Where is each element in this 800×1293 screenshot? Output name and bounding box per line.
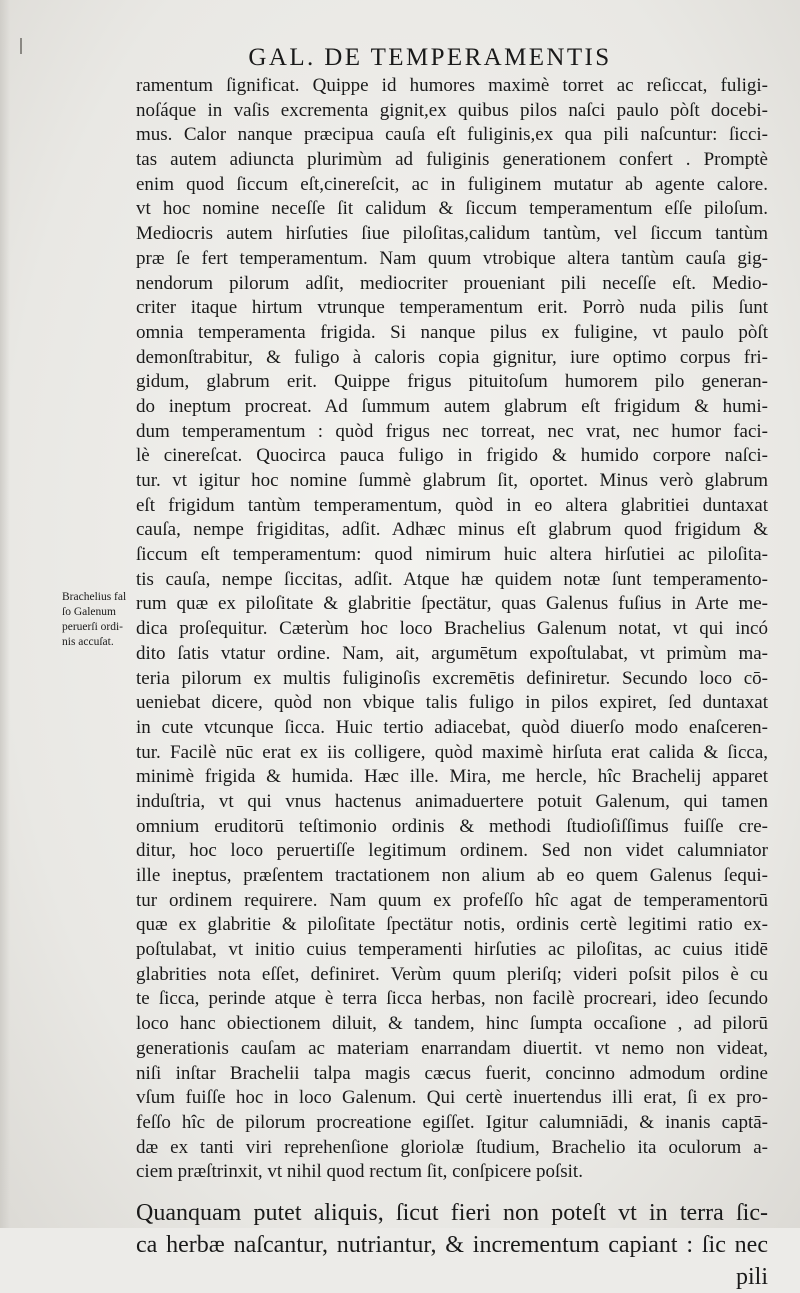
text-line: omnia temperamenta frigida. Si nanque pilus ex fuligine, vt paulo pòſt (136, 321, 768, 343)
text-line: cauſa, nempe frigiditas, adſit. Adhæc minus eſt glabrum quod frigidum & (136, 519, 768, 541)
text-line-large: ca herbæ naſcantur, nutriantur, & incrementum capiant : ſic nec (136, 1231, 768, 1258)
text-line: tis cauſa, nempe ſiccitas, adſit. Atque hæ quidem notæ ſunt temperamento- (136, 568, 768, 590)
catchword: pili (735, 1263, 768, 1290)
margin-note-line: ſo Galenum (62, 606, 116, 618)
text-line: ueniebat dicere, quòd non vbique talis fuligo in pilos expiret, ſed duntaxat (136, 692, 768, 714)
text-line: gidum, glabrum erit. Quippe frigus pituitoſum humorem pilo generan- (136, 371, 768, 393)
text-line: poſtulabat, vt initio cuius temperamenti hirſuties ac piloſitas, ac cuius itidē (136, 939, 768, 961)
text-line: ſiccum eſt temperamentum: quod nimirum huic altera hirſutiei ac piloſita- (136, 544, 768, 566)
text-line: noſáque in vaſis excrementa gignit,ex quibus pilos naſci paulo pòſt docebi- (136, 99, 768, 121)
text-line: præ ſe fert temperamentum. Nam quum vtrobique altera tantùm cauſa gig- (136, 247, 768, 269)
text-line: dæ ex tanti viri reprehenſione gloriolæ ſtudium, Brachelio ita oculorum a- (136, 1136, 768, 1158)
text-line: generationis cauſam ac materiam enarrandam diuertit. vt nemo non videat, (136, 1037, 768, 1059)
margin-note-line: Brachelius fal (62, 591, 127, 603)
page-shadow-edge (0, 0, 10, 1228)
body-text (136, 74, 768, 1293)
text-line: demonſtrabitur, & fuligo à caloris copia gignitur, iure optimo corpus fri- (136, 346, 768, 368)
text-line: mus. Calor nanque præcipua cauſa eſt fuliginis,ex qua pili naſcuntur: ſicci- (136, 124, 768, 146)
text-line: tur. Facilè nūc erat ex iis colligere, quòd maximè hirſuta erat calida & ſicca, (136, 741, 768, 763)
text-line: Mediocris autem hirſuties ſiue piloſitas,calidum tantùm, vel ſiccum tantùm (136, 223, 768, 245)
text-line: glabrities nota eſſet, definiret. Verùm quum pleriſq; videri poſsit pilos è cu (136, 963, 768, 985)
text-line: eſt frigidum tantùm temperamentum, quòd in eo altera glabritiei duntaxat (136, 494, 768, 516)
text-line: minimè frigida & humida. Hæc ille. Mira, me hercle, hîc Brachelij apparet (136, 766, 768, 788)
text-line: induſtria, vt qui vnus hactenus animaduertere potuit Galenum, qui tamen (136, 790, 768, 812)
text-line: nendorum pilorum adſit, mediocriter proueniant pili neceſſe eſt. Medio- (136, 272, 768, 294)
text-line: ciem præſtrinxit, vt nihil quod rectum ſit, conſpicere poſsit. (136, 1161, 583, 1183)
text-line: ramentum ſignificat. Quippe id humores maximè torret ac reſiccat, fuligi- (136, 75, 768, 96)
text-line-large: Quanquam putet aliquis, ſicut fieri non poteſt vt in terra ſic- (136, 1199, 768, 1226)
text-line: quæ ex glabritie & piloſitate ſpectätur notis, ordinis certè legitimi ratio ex- (136, 914, 768, 936)
text-line: tur ordinem requirere. Nam quum ex profeſſo hîc agat de temperamentorū (136, 889, 768, 911)
text-line: dum temperamentum : quòd frigus nec torreat, nec vrat, nec humor faci- (136, 420, 768, 442)
running-head: GAL. DE TEMPERAMENTIS (248, 44, 612, 71)
text-line: vſum fuiſſe hoc in loco Galenum. Qui certè inuertendus illi erat, ſi ex pro- (136, 1087, 768, 1109)
text-line: enim quod ſiccum eſt,cinereſcit, ac in fuliginem mutatur ab agente calore. (136, 173, 768, 195)
text-line: omnium eruditorū teſtimonio ordinis & methodi ſtudioſiſſimus fuiſſe cre- (136, 815, 768, 837)
text-line: dica proſequitur. Cæterùm hoc loco Brachelius Galenum notat, vt qui incó (136, 618, 768, 640)
margin-note (62, 590, 138, 650)
margin-note-line: nis accuſat. (62, 636, 114, 648)
text-line: feſſo hîc de pilorum procreatione egiſſet. Igitur calumniādi, & inanis captā- (136, 1111, 768, 1133)
text-line: vt hoc nomine neceſſe ſit calidum & ſiccum temperamentum eſſe piloſum. (136, 198, 768, 220)
text-line: rum quæ ex piloſitate & glabritie ſpectätur, quas Galenus fuſius in Arte me- (136, 593, 768, 615)
margin-note-line: peruerſi ordi- (62, 621, 123, 633)
text-line: tur. vt igitur hoc nomine ſummè glabrum ſit, oportet. Minus verò glabrum (136, 470, 768, 491)
text-line: lè cinereſcat. Quocirca pauca fuligo in frigido & humido corpore naſci- (136, 445, 768, 467)
text-line: ille ineptus, præſentem tractationem non alium ab eo quem Galenus ſequi- (136, 865, 768, 886)
text-line: in cute vtcunque ſicca. Huic tertio adiacebat, quòd diuerſo modo enaſceren- (136, 716, 768, 738)
text-line: dito ſatis vtatur ordine. Nam, ait, argumētum expoſtulabat, vt primùm ma- (136, 642, 768, 664)
text-line: criter itaque hirtum vtrunque temperamentum erit. Porrò nuda pilis ſunt (136, 297, 768, 319)
text-line: ditur, hoc loco peruertiſſe legitimum ordinem. Sed non videt calumniator (136, 840, 768, 862)
text-line: loco hanc obiectionem diluit, & tandem, hinc ſumpta occaſione , ad pilorū (136, 1013, 768, 1035)
text-line: te ſicca, perinde atque è terra ſicca herbas, non facilè procreari, ideo ſecundo (136, 988, 768, 1010)
text-line: do ineptum procreat. Ad ſummum autem glabrum eſt frigidum & humi- (136, 395, 768, 417)
text-line: niſi inſtar Brachelii talpa magis cæcus fuerit, concinno admodum ordine (136, 1062, 768, 1084)
text-line: tas autem adiuncta plurimùm ad fuliginis generationem confert . Promptè (136, 149, 768, 171)
text-line: teria pilorum ex multis fuliginoſis excremētis definiretur. Secundo loco cō- (136, 667, 768, 689)
